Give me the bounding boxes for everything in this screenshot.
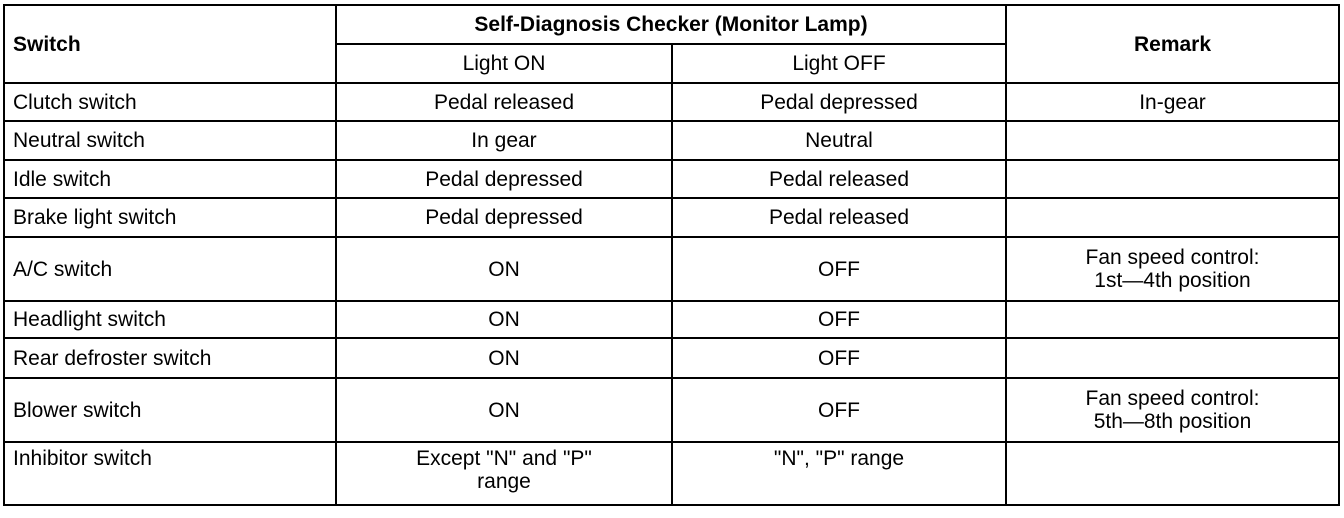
light-on-cell: Pedal depressed [336,160,672,198]
switch-name: Headlight switch [4,301,336,338]
table-row [4,338,1339,378]
light-off-cell: Pedal released [672,198,1006,237]
switch-name: Inhibitor switch [4,442,336,505]
light-off-cell: Neutral [672,121,1006,160]
light-off-cell: OFF [672,338,1006,378]
remark-cell [1006,83,1339,121]
light-on-cell: Pedal released [336,83,672,121]
light-off-cell: Pedal depressed [672,83,1006,121]
header-remark: Remark [1006,5,1339,83]
table-row [4,301,1339,338]
table-row [4,378,1339,442]
header-switch: Switch [4,5,336,83]
light-on-text: Except "N" and "P" [416,447,592,470]
remark-cell [1006,378,1339,442]
header-self-diagnosis: Self-Diagnosis Checker (Monitor Lamp) [336,5,1006,44]
table-row [4,160,1339,198]
table-row [4,442,1339,505]
switch-name: Blower switch [4,378,336,442]
remark-text: Fan speed control: [1085,387,1260,410]
light-on-cell: ON [336,338,672,378]
light-on-cell: Pedal depressed [336,198,672,237]
remark-cell [1006,160,1339,198]
remark-text: Fan speed control: [1085,246,1260,269]
table-row [4,237,1339,301]
light-off-cell: OFF [672,301,1006,338]
light-on-cell: ON [336,378,672,442]
light-on-cell [336,442,672,505]
remark-cell [1006,237,1339,301]
remark-cell [1006,442,1339,505]
remark-cell [1006,121,1339,160]
header-light-off: Light OFF [672,44,1006,83]
remark-text: In-gear [1139,90,1206,114]
light-off-cell: Pedal released [672,160,1006,198]
light-on-cell: In gear [336,121,672,160]
remark-text: 1st—4th position [1094,269,1251,292]
switch-name: Idle switch [4,160,336,198]
switch-table [3,4,1340,506]
switch-name: A/C switch [4,237,336,301]
light-off-cell: "N", "P" range [672,442,1006,505]
light-on-cell: ON [336,301,672,338]
table-row [4,198,1339,237]
light-off-cell: OFF [672,378,1006,442]
table-row [4,83,1339,121]
table-row [4,121,1339,160]
remark-text: 5th—8th position [1093,410,1252,433]
remark-cell [1006,301,1339,338]
switch-name: Clutch switch [4,83,336,121]
light-on-cell: ON [336,237,672,301]
light-on-text: range [477,470,531,493]
remark-cell [1006,198,1339,237]
switch-name: Neutral switch [4,121,336,160]
switch-name: Brake light switch [4,198,336,237]
header-light-on: Light ON [336,44,672,83]
switch-name: Rear defroster switch [4,338,336,378]
light-off-cell: OFF [672,237,1006,301]
remark-cell [1006,338,1339,378]
